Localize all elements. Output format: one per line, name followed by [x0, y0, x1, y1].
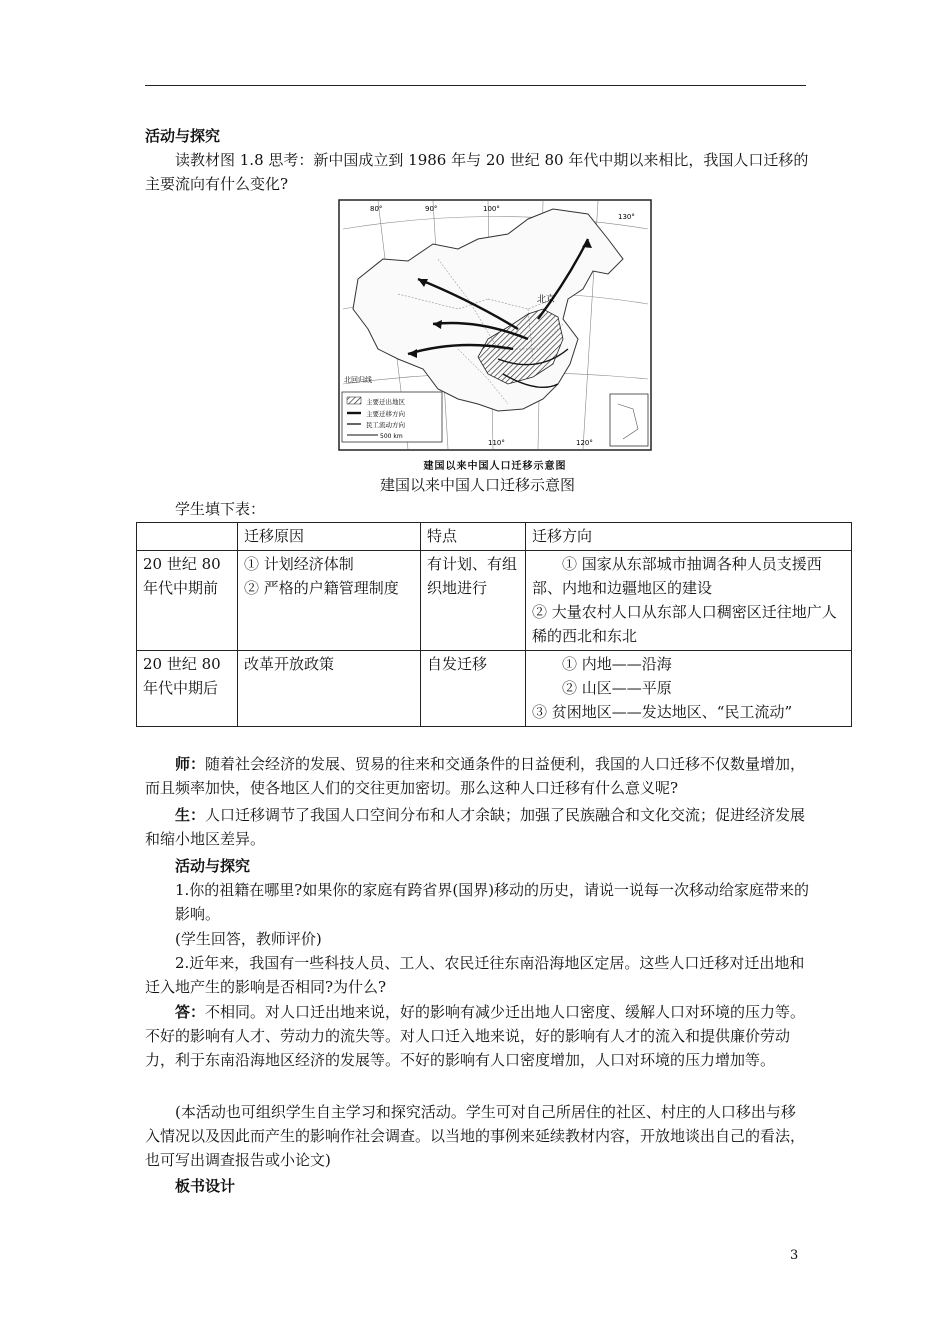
answer-paragraph	[145, 1000, 810, 1072]
legend-worker-direction: 民工流动方向	[366, 421, 405, 429]
beijing-label: 北京	[537, 295, 556, 305]
lon-label-90: 90°	[425, 205, 438, 213]
activity-note: (本活动也可组织学生自主学习和探究活动。学生可对自己所居住的社区、村庄的人口移出与移入情况以及因此而产生的影响作社会调查。以当地的事例来延续教材内容，开放地谈出自己的看法，也可写出调查报告或小论文)	[145, 1103, 806, 1169]
migration-map	[338, 199, 652, 451]
student-paragraph	[145, 803, 810, 851]
question-1-note: (学生回答，教师评价)	[175, 930, 322, 948]
direction-item: ② 山区——平原	[562, 679, 672, 697]
migration-table	[136, 522, 852, 727]
header-direction: 迁移方向	[526, 523, 852, 551]
section2-heading: 活动与探究	[175, 857, 251, 875]
board-heading: 板书设计	[175, 1177, 236, 1195]
table-header-row	[137, 523, 852, 551]
question-1: 1.你的祖籍在哪里?如果你的家庭有跨省界(国界)移动的历史，请说一说每一次移动给家庭带来的影响。	[175, 881, 810, 923]
answer-label: 答：	[175, 1003, 206, 1021]
table-row	[137, 551, 852, 651]
period-cell: 20 世纪 80 年代中期后	[137, 651, 238, 727]
header-feature: 特点	[421, 523, 526, 551]
reason-cell	[238, 551, 421, 651]
map-caption-small: 建国以来中国人口迁移示意图	[423, 461, 567, 472]
section1-heading: 活动与探究	[145, 127, 221, 145]
teacher-paragraph	[145, 752, 810, 800]
header-rule	[145, 85, 806, 86]
direction-cell	[526, 551, 852, 651]
direction-item: ② 大量农村人口从东部人口稠密区迁往地广人稀的西北和东北	[532, 603, 837, 645]
reason-cell	[238, 651, 421, 727]
reason-item: ② 严格的户籍管理制度	[244, 579, 399, 597]
question-2: 2.近年来，我国有一些科技人员、工人、农民迁往东南沿海地区定居。这些人口迁移对迁出地和迁入地产生的影响是否相同?为什么?	[145, 954, 805, 996]
lon-label-100: 100°	[483, 205, 500, 213]
lon-label-80: 80°	[370, 205, 383, 213]
answer-text: 不相同。对人口迁出地来说，好的影响有减少迁出地人口密度、缓解人口对环境的压力等。不好的影响有人才、劳动力的流失等。对人口迁入地来说，好的影响有人才的流入和提供廉价劳动力，利于东南沿海地区经济的发展等。不好的影响有人口密度增加，人口对环境的压力增加等。	[145, 1003, 806, 1069]
direction-item: ① 国家从东部城市抽调各种人员支援西部、内地和边疆地区的建设	[532, 555, 822, 597]
period-cell: 20 世纪 80 年代中期前	[137, 551, 238, 651]
feature-cell: 自发迁移	[421, 651, 526, 727]
tropic-label: 北回归线	[344, 376, 372, 384]
feature-cell: 有计划、有组织地进行	[421, 551, 526, 651]
student-text: 人口迁移调节了我国人口空间分布和人才余缺；加强了民族融合和文化交流；促进经济发展和缩小地区差异。	[145, 806, 806, 848]
scale-label: 500 km	[380, 433, 403, 440]
south-sea-inset	[610, 394, 648, 446]
lon-label-130: 130°	[618, 213, 635, 221]
legend-main-direction: 主要迁移方向	[366, 410, 405, 418]
map-caption: 建国以来中国人口迁移示意图	[379, 476, 575, 494]
header-empty	[137, 523, 238, 551]
legend-hatch-swatch	[347, 397, 361, 404]
table-intro: 学生填下表：	[175, 500, 266, 518]
section1-question: 读教材图 1.8 思考：新中国成立到 1986 年与 20 世纪 80 年代中期以来相比，我国人口迁移的主要流向有什么变化?	[145, 151, 809, 193]
legend-out-area: 主要迁出地区	[366, 398, 405, 406]
table-row	[137, 651, 852, 727]
reason-item: 改革开放政策	[244, 655, 335, 673]
direction-item: ③ 贫困地区——发达地区、“民工流动”	[532, 703, 793, 721]
direction-item: ① 内地——沿海	[562, 655, 672, 673]
header-reason: 迁移原因	[238, 523, 421, 551]
teacher-text: 随着社会经济的发展、贸易的往来和交通条件的日益便利，我国的人口迁移不仅数量增加，而且频率加快，使各地区人们的交往更加密切。那么这种人口迁移有什么意义呢?	[145, 755, 806, 797]
teacher-label: 师：	[175, 755, 206, 773]
page-number: 3	[790, 1248, 799, 1263]
lon-label-120: 120°	[576, 439, 593, 447]
lon-label-110: 110°	[488, 439, 505, 447]
reason-item: ① 计划经济体制	[244, 555, 354, 573]
student-label: 生：	[175, 806, 206, 824]
direction-cell	[526, 651, 852, 727]
